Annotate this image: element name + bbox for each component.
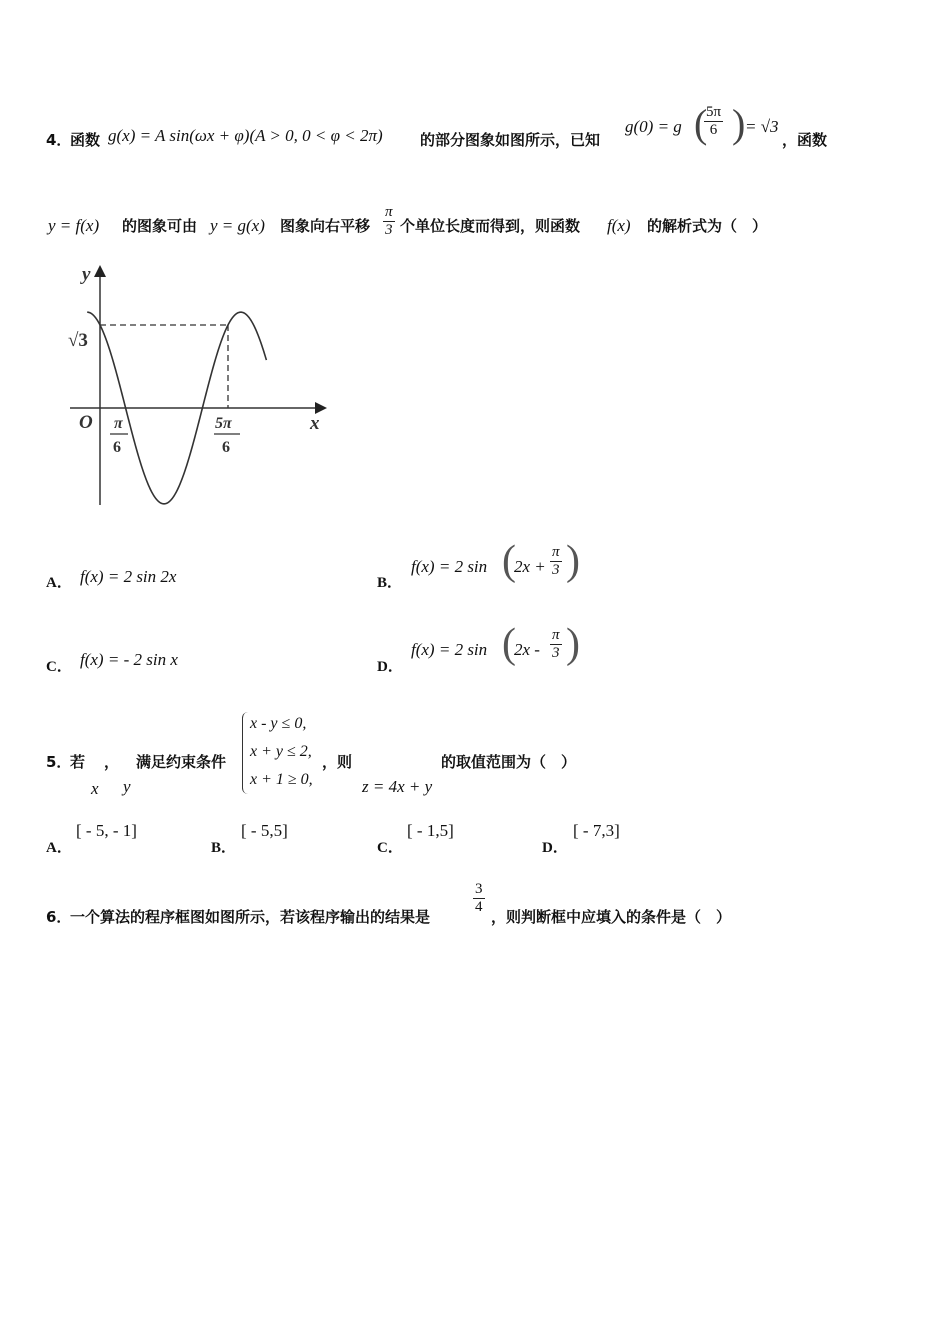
q4-option-d-paren-left: ( (502, 621, 516, 667)
q6-fraction (473, 881, 485, 916)
y-axis-label: y (82, 264, 91, 285)
q4-cond-num: 5π (706, 104, 722, 120)
q4-option-d-fraction (550, 627, 562, 662)
q4-cond-den: 6 (709, 122, 718, 138)
q4-number: 4． (46, 131, 72, 149)
q4-option-d-den: 3 (552, 645, 560, 661)
q4-option-b-den: 3 (552, 562, 560, 578)
q4-text-5: 图象向右平移 (280, 217, 371, 235)
q5-comma-1: ， (104, 753, 120, 771)
q5-var-x: x (91, 779, 99, 798)
q5-text-3: ，则 (322, 753, 353, 771)
sqrt3-label: √3 (68, 330, 88, 351)
q5-option-a-expr: [ - 5, - 1] (76, 821, 137, 840)
q4-shift-num: π (385, 204, 393, 220)
q5-number: 5． (46, 753, 72, 771)
q5-z-expression: z = 4x + y (362, 777, 433, 796)
q5-text-1: 若 (70, 753, 86, 771)
q4-y-f: y = f(x) (48, 216, 100, 235)
q5-constraint-3: x + 1 ≥ 0, (250, 771, 313, 788)
q6-den: 4 (475, 899, 483, 915)
q4-paren-right: ) (732, 101, 746, 146)
q5-text-4: 的取值范围为（ ） (441, 753, 577, 771)
q4-text-6: 个单位长度而得到，则函数 (400, 217, 581, 235)
five-pi-six-den: 6 (222, 439, 230, 456)
q4-option-d-num: π (552, 627, 560, 643)
q4-option-b-paren-left: ( (502, 538, 516, 584)
q5-var-y: y (123, 777, 131, 796)
q6-text-2: ，则判断框中应填入的条件是（ ） (491, 908, 732, 926)
q4-option-c-label: C． (46, 659, 72, 675)
q4-option-b-paren-right: ) (566, 538, 580, 584)
q5-option-d-expr: [ - 7,3] (573, 821, 620, 840)
q5-constraint-system (250, 710, 313, 794)
q4-option-d-expr-in: 2x - (514, 640, 540, 659)
q4-text-4: 的图象可由 (122, 217, 198, 235)
q4-paren-left: ( (694, 101, 708, 146)
q6-text-1: 一个算法的程序框图如图所示，若该程序输出的结果是 (70, 908, 431, 926)
q4-option-d-paren-right: ) (566, 621, 580, 667)
q4-option-d-expr-pre: f(x) = 2 sin (411, 640, 488, 659)
q5-option-b-label: B． (211, 840, 237, 856)
q5-constraint-2: x + y ≤ 2, (250, 743, 312, 760)
q4-text-1: 函数 (70, 131, 101, 149)
q4-option-a-expr: f(x) = 2 sin 2x (80, 567, 177, 586)
q4-shift-den: 3 (385, 222, 393, 238)
q4-option-d-label: D． (377, 659, 403, 675)
q4-option-c-expr: f(x) = - 2 sin x (80, 650, 178, 669)
q4-g-condition-right: = √3 (745, 117, 779, 136)
q4-option-b-label: B． (377, 575, 403, 591)
pi-six-den: 6 (113, 439, 121, 456)
q4-g-condition-left: g(0) = g (625, 117, 682, 136)
q4-option-b-expr-in: 2x + (514, 557, 546, 576)
q4-cond-fraction (704, 104, 723, 139)
q4-f-x: f(x) (607, 216, 631, 235)
q5-option-b-expr: [ - 5,5] (241, 821, 288, 840)
q5-option-d-label: D． (542, 840, 568, 856)
q4-y-g: y = g(x) (210, 216, 265, 235)
q4-option-b-expr-pre: f(x) = 2 sin (411, 557, 488, 576)
q5-text-2: 满足约束条件 (136, 753, 227, 771)
q4-option-a-label: A． (46, 575, 72, 591)
q5-option-a-label: A． (46, 840, 72, 856)
q4-g-definition: g(x) = A sin(ωx + φ)(A > 0, 0 < φ < 2π) (108, 126, 383, 145)
pi-six-num: π (114, 415, 123, 432)
q4-text-7: 的解析式为（ ） (647, 217, 768, 235)
origin-label: O (79, 412, 93, 433)
x-axis-label: x (310, 413, 320, 434)
q4-text-2: 的部分图象如图所示，已知 (420, 131, 601, 149)
q6-number: 6． (46, 908, 72, 926)
five-pi-six-num: 5π (215, 415, 232, 432)
q4-sine-graph (60, 260, 340, 515)
q4-shift-fraction (383, 204, 395, 239)
q5-constraint-1: x - y ≤ 0, (250, 715, 307, 732)
q4-option-b-num: π (552, 544, 560, 560)
q6-num: 3 (475, 881, 483, 897)
q5-option-c-label: C． (377, 840, 403, 856)
q4-option-b-fraction (550, 544, 562, 579)
q4-text-3: ，函数 (782, 131, 828, 149)
q5-option-c-expr: [ - 1,5] (407, 821, 454, 840)
